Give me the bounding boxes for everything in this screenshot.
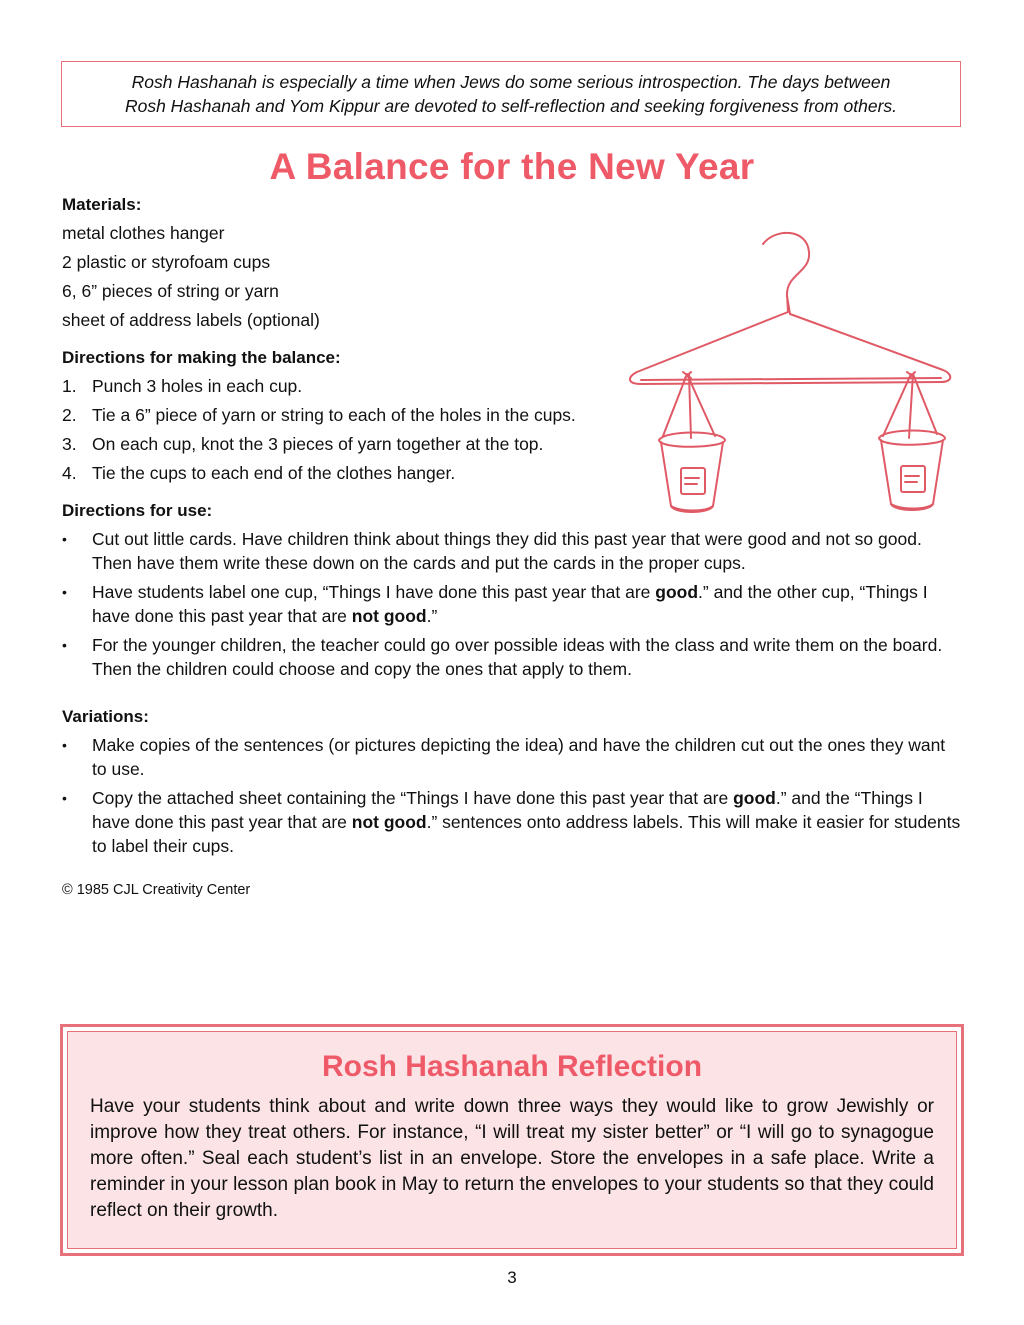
reflection-inner bbox=[67, 1031, 957, 1249]
reflection-body: Have your students think about and write down three ways they would like to grow Jewishly or improve how they treat others. For instance, “I will treat my sister better” or “I will go to synagogue more often.” Seal each student’s list in an envelope. Store the envelopes in a safe place. Write a reminder in your lesson plan book in May to return the envelopes to your students so that they could reflect on their growth. bbox=[90, 1096, 934, 1221]
bullet-icon: • bbox=[62, 637, 67, 653]
emphasis-good: good bbox=[655, 582, 699, 602]
step-number: 1. bbox=[62, 376, 77, 396]
emphasis-not-good: not good bbox=[351, 812, 427, 832]
bullet-icon: • bbox=[62, 584, 67, 600]
use-item bbox=[62, 527, 962, 575]
step-item bbox=[62, 461, 622, 485]
left-cup bbox=[659, 433, 725, 513]
step-number: 3. bbox=[62, 434, 77, 454]
step-item bbox=[62, 432, 622, 456]
making-steps bbox=[62, 374, 622, 485]
variation-text: Make copies of the sentences (or pictures depicting the idea) and have the children cut out the ones they want to use. bbox=[92, 735, 946, 779]
use-item bbox=[62, 633, 962, 681]
variation-text: .” and the “Things I have done this past year that are bbox=[92, 788, 923, 832]
page-title: A Balance for the New Year bbox=[269, 146, 755, 187]
use-text: Cut out little cards. Have children think about things they did this past year that were good and not so good. Then have them write these down on the cards and put the cards in the proper cups. bbox=[92, 529, 922, 573]
material-item: 6, 6” pieces of string or yarn bbox=[62, 281, 279, 301]
making-heading: Directions for making the balance: bbox=[62, 348, 341, 367]
material-item: sheet of address labels (optional) bbox=[62, 310, 320, 330]
step-item bbox=[62, 374, 622, 398]
step-text: Tie the cups to each end of the clothes hanger. bbox=[92, 463, 456, 483]
hanger-frame bbox=[630, 312, 950, 384]
copyright: © 1985 CJL Creativity Center bbox=[62, 882, 251, 898]
variation-item bbox=[62, 786, 962, 858]
use-list bbox=[62, 527, 962, 681]
right-strings bbox=[883, 374, 937, 438]
page-number: 3 bbox=[507, 1268, 517, 1287]
variations-list bbox=[62, 733, 962, 858]
material-item: 2 plastic or styrofoam cups bbox=[62, 252, 271, 272]
right-cup bbox=[879, 431, 945, 511]
use-item bbox=[62, 580, 962, 628]
step-number: 2. bbox=[62, 405, 77, 425]
bullet-icon: • bbox=[62, 531, 67, 547]
hanger-hook bbox=[763, 233, 809, 312]
variation-text: Copy the attached sheet containing the “Things I have done this past year that are bbox=[92, 788, 734, 808]
bullet-icon: • bbox=[62, 790, 67, 806]
variation-item bbox=[62, 733, 962, 781]
use-text: .” and the other cup, “Things I have done this past year that are bbox=[92, 582, 928, 626]
intro-box bbox=[61, 61, 961, 127]
reflection-box bbox=[60, 1024, 964, 1256]
emphasis-good: good bbox=[733, 788, 776, 808]
emphasis-not-good: not good bbox=[351, 606, 427, 626]
material-item: metal clothes hanger bbox=[62, 223, 225, 243]
use-text: Have students label one cup, “Things I have done this past year that are bbox=[92, 582, 656, 602]
intro-line-1: Rosh Hashanah is especially a time when Jews do some serious introspection. The days between bbox=[131, 72, 891, 92]
step-text: Punch 3 holes in each cup. bbox=[92, 376, 303, 396]
step-text: Tie a 6” piece of yarn or string to each of the holes in the cups. bbox=[92, 405, 576, 425]
use-heading: Directions for use: bbox=[62, 501, 213, 520]
step-number: 4. bbox=[62, 463, 77, 483]
use-text: For the younger children, the teacher could go over possible ideas with the class and write them on the board. Then the children could choose and copy the ones that apply to them. bbox=[92, 635, 943, 679]
reflection-title: Rosh Hashanah Reflection bbox=[321, 1050, 703, 1083]
intro-line-2: Rosh Hashanah and Yom Kippur are devoted to self-reflection and seeking forgiveness from others. bbox=[124, 96, 898, 116]
step-text: On each cup, knot the 3 pieces of yarn together at the top. bbox=[92, 434, 544, 454]
variation-text: .” sentences onto address labels. This will make it easier for students to label their cups. bbox=[92, 812, 961, 856]
variations-heading: Variations: bbox=[62, 707, 149, 726]
step-item bbox=[62, 403, 622, 427]
hanger-balance-illustration bbox=[625, 222, 955, 522]
bullet-icon: • bbox=[62, 737, 67, 753]
use-text: .” bbox=[426, 606, 438, 626]
materials-heading: Materials: bbox=[62, 195, 142, 214]
